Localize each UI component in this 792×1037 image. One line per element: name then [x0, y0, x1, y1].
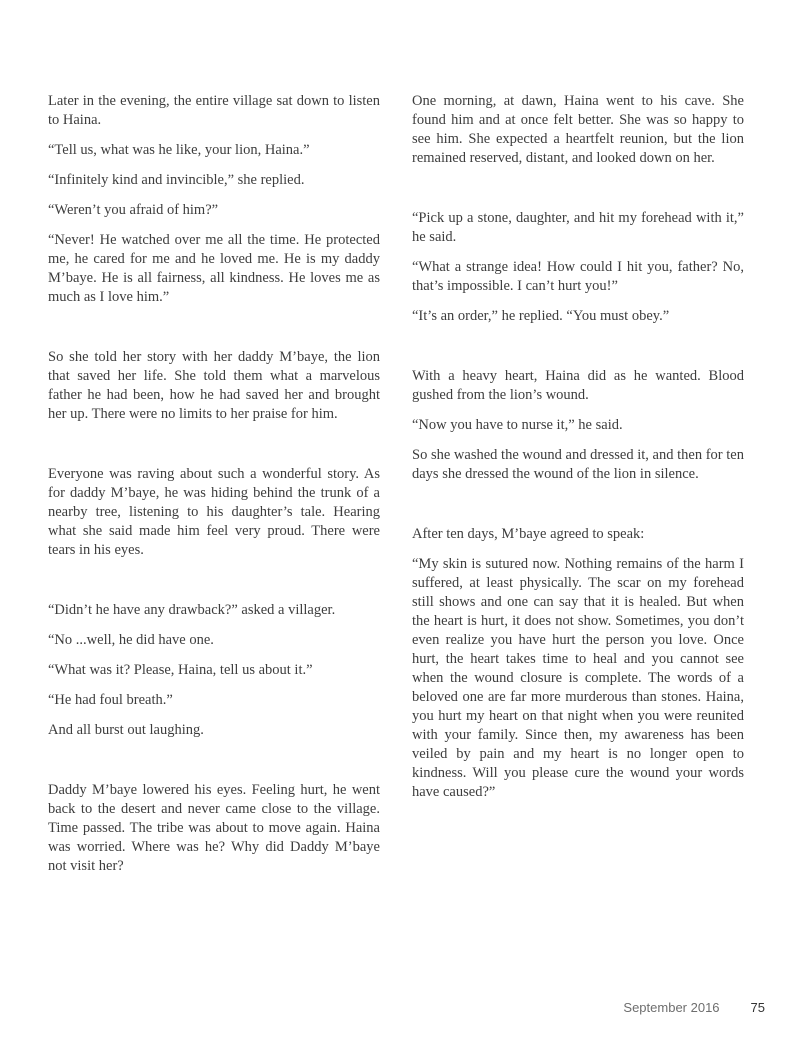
paragraph: Later in the evening, the entire village sat down to listen to Haina. — [48, 93, 380, 128]
paragraph: With a heavy heart, Haina did as he wanted. Blood gushed from the lion’s wound. — [412, 368, 744, 403]
paragraph: “He had foul breath.” — [48, 692, 173, 708]
paragraph: So she told her story with her daddy M’baye, the lion that saved her life. She told them what a marvelous father he had been, how he had saved her and brought her up. There were no limits to her praise for him. — [48, 349, 380, 422]
paragraph: One morning, at dawn, Haina went to his cave. She found him and at once felt better. She was so happy to see him. She expected a heartfelt reunion, but the lion remained reserved, distant, and looked down on her. — [412, 93, 744, 166]
paragraph: “Never! He watched over me all the time. He protected me, he cared for me and he loved me. He is my daddy M’baye. He is all fairness, all kindness. He loves me as much as I love him.” — [48, 232, 380, 305]
paragraph: “No ...well, he did have one. — [48, 632, 214, 648]
paragraph: “Now you have to nurse it,” he said. — [412, 417, 623, 433]
paragraph: And all burst out laughing. — [48, 722, 204, 738]
paragraph: Everyone was raving about such a wonderful story. As for daddy M’baye, he was hiding behind the trunk of a nearby tree, listening to his daughter’s tale. Hearing what she said made him feel very proud. There were tears in his eyes. — [48, 466, 380, 558]
paragraph: So she washed the wound and dressed it, and then for ten days she dressed the wound of the lion in silence. — [412, 447, 744, 482]
paragraph: “Pick up a stone, daughter, and hit my forehead with it,” he said. — [412, 210, 744, 245]
paragraph: “It’s an order,” he replied. “You must obey.” — [412, 308, 670, 324]
paragraph: “Tell us, what was he like, your lion, Haina.” — [48, 142, 310, 158]
paragraph: “Weren’t you afraid of him?” — [48, 202, 219, 218]
paragraph: “Infinitely kind and invincible,” she replied. — [48, 172, 305, 188]
text-column-left — [48, 92, 380, 887]
page-number: 75 — [750, 1000, 765, 1015]
paragraph: “Didn’t he have any drawback?” asked a villager. — [48, 602, 336, 618]
issue-date: September 2016 — [623, 1000, 720, 1015]
paragraph: “What was it? Please, Haina, tell us about it.” — [48, 662, 313, 678]
paragraph: After ten days, M’baye agreed to speak: — [412, 526, 645, 542]
paragraph: Daddy M’baye lowered his eyes. Feeling hurt, he went back to the desert and never came close to the village. Time passed. The tribe was about to move again. Haina was worried. Where was he? Why did Daddy M’baye not visit her? — [48, 782, 380, 874]
paragraph: “What a strange idea! How could I hit you, father? No, that’s impossible. I can’t hurt you!” — [412, 259, 744, 294]
text-column-right — [412, 92, 744, 887]
paragraph: “My skin is sutured now. Nothing remains of the harm I suffered, at least physically. The scar on my forehead still shows and one can say that it is healed. But when the heart is hurt, it does not show. Sometimes, you don’t even realize you have hurt the person you love. Once hurt, the heart takes time to heal and you cannot see when the wound closure is complete. The words of a beloved one are far more murderous than stones. Haina, you hurt my heart on that night when you were reunited with your family. Since then, my awareness has been veiled by pain and my heart is no longer open to kindness. Will you please cure the wound your words have caused?” — [412, 556, 744, 800]
page-footer — [623, 1000, 765, 1015]
